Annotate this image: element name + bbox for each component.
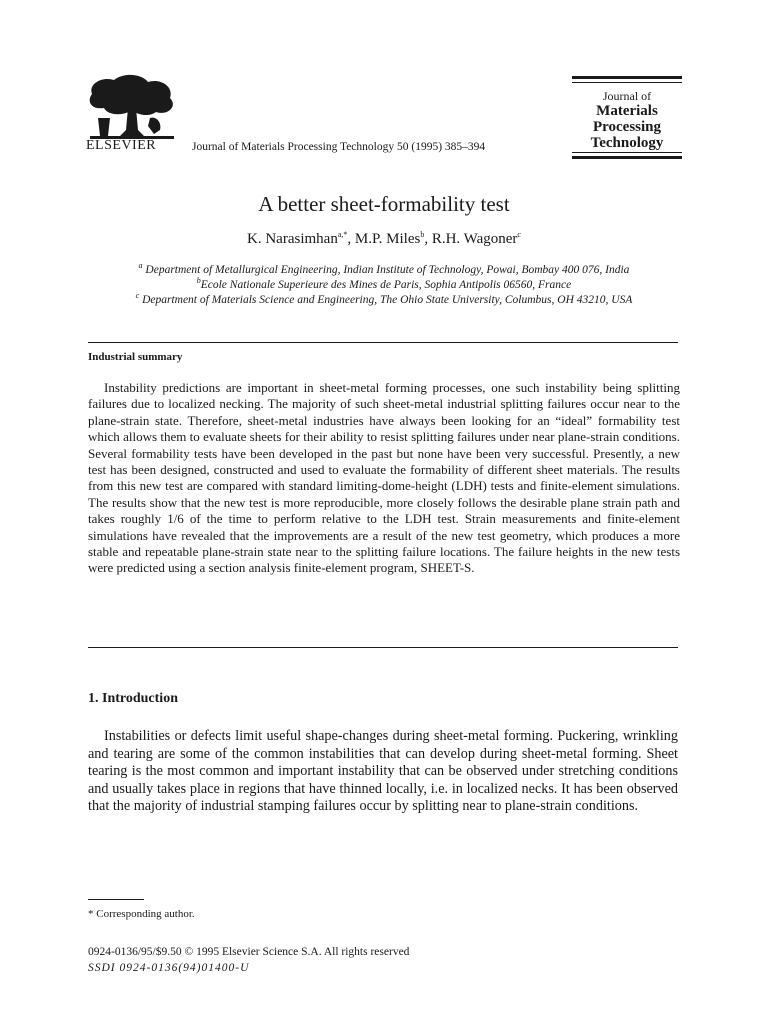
- affiliation-mark: a: [138, 261, 143, 270]
- summary-heading: Industrial summary: [88, 351, 183, 363]
- summary-bottom-divider: [88, 647, 678, 648]
- affiliation-text: Department of Metallurgical Engineering, Indian Institute of Technology, Powai, Bombay 400 076, India: [145, 263, 630, 276]
- author-superscript: b: [420, 230, 425, 239]
- journal-name-line3: Technology: [590, 135, 664, 151]
- journal-box-bottom-rule-thin: [572, 152, 682, 153]
- affiliation-mark: c: [135, 291, 140, 300]
- affiliation-a: [0, 261, 768, 276]
- journal-of-label: Journal of: [602, 89, 652, 103]
- affiliation-text: Ecole Nationale Superieure des Mines de Paris, Sophia Antipolis 06560, France: [200, 278, 572, 291]
- author-name: K. Narasimhan: [247, 231, 338, 247]
- author-list: K. Narasimhan$^{a,*}$, M.P. Miles$^b$, R.H. Wagoner$^c$: [247, 230, 521, 247]
- affiliation-mark: b: [196, 276, 201, 285]
- author-superscript: a,*: [337, 230, 348, 239]
- article-title: A better sheet-formability test: [258, 192, 510, 216]
- author-superscript: c: [517, 230, 521, 239]
- publisher-name: ELSEVIER: [86, 138, 157, 153]
- summary-top-divider: [88, 342, 678, 343]
- journal-box-bottom-rule: [572, 156, 682, 159]
- journal-box-top-rule-thin: [572, 82, 682, 83]
- introduction-paragraph: Instabilities or defects limit useful shape-changes during sheet-metal forming. Puckering, wrinkling and tearing are some of the common instabilities that can develop during sheet-metal forming. Sheet tearing is the most common and important instability that can be observed under stretching conditions and usually takes place in regions that have thinned locally, i.e. in localized necks. It has been observed that the majority of industrial stamping failures occur by splitting near to plane-strain conditions.: [88, 728, 678, 814]
- journal-box-top-rule: [572, 76, 682, 79]
- author-name: M.P. Miles: [354, 231, 421, 247]
- copyright-line: 0924-0136/95/$9.50 © 1995 Elsevier Science S.A. All rights reserved: [88, 946, 410, 958]
- affiliation-c: [0, 291, 768, 306]
- section-heading-introduction: 1. Introduction: [88, 691, 178, 706]
- journal-citation: Journal of Materials Processing Technology 50 (1995) 385–394: [192, 141, 486, 153]
- ssdi-line: SSDI 0924-0136(94)01400-U: [88, 962, 250, 974]
- affiliation-b: [0, 276, 768, 291]
- journal-name-line1: Materials: [596, 103, 658, 119]
- elsevier-tree-logo: [84, 72, 180, 142]
- footnote-corresponding-author: * Corresponding author.: [88, 908, 195, 920]
- affiliation-text: Department of Materials Science and Engineering, The Ohio State University, Columbus, OH 43210, USA: [142, 293, 633, 306]
- journal-title-box: [572, 76, 682, 162]
- footnote-divider: [88, 899, 144, 900]
- journal-name-line2: Processing: [592, 119, 662, 135]
- author-name: R.H. Wagoner: [431, 231, 518, 247]
- summary-paragraph: Instability predictions are important in sheet-metal forming processes, one such instability being splitting failures due to localized necking. The majority of such sheet-metal industrial splitting failures occur near to the plane-strain state. Therefore, sheet-metal industries have always been looking for an “ideal” formability test which allows them to evaluate sheets for their ability to resist splitting failures under near plane-strain conditions. Several formability tests have been developed in the past but none have been very successful. Presently, a new test has been designed, constructed and used to evaluate the formability of different sheet materials. The results from this new test are compared with standard limiting-dome-height (LDH) tests and finite-element simulations. The results show that the new test is more reproducible, more closely follows the desirable plane strain path and takes roughly 1/6 of the time to perform relative to the LDH test. Strain measurements and finite-element simulations have revealed that the improvements are a result of the new test geometry, which produces a more stable and repeatable plane-strain state near to the splitting failure locations. The failure heights in the new tests were predicted using a section analysis finite-element program, SHEET-S.: [88, 380, 680, 576]
